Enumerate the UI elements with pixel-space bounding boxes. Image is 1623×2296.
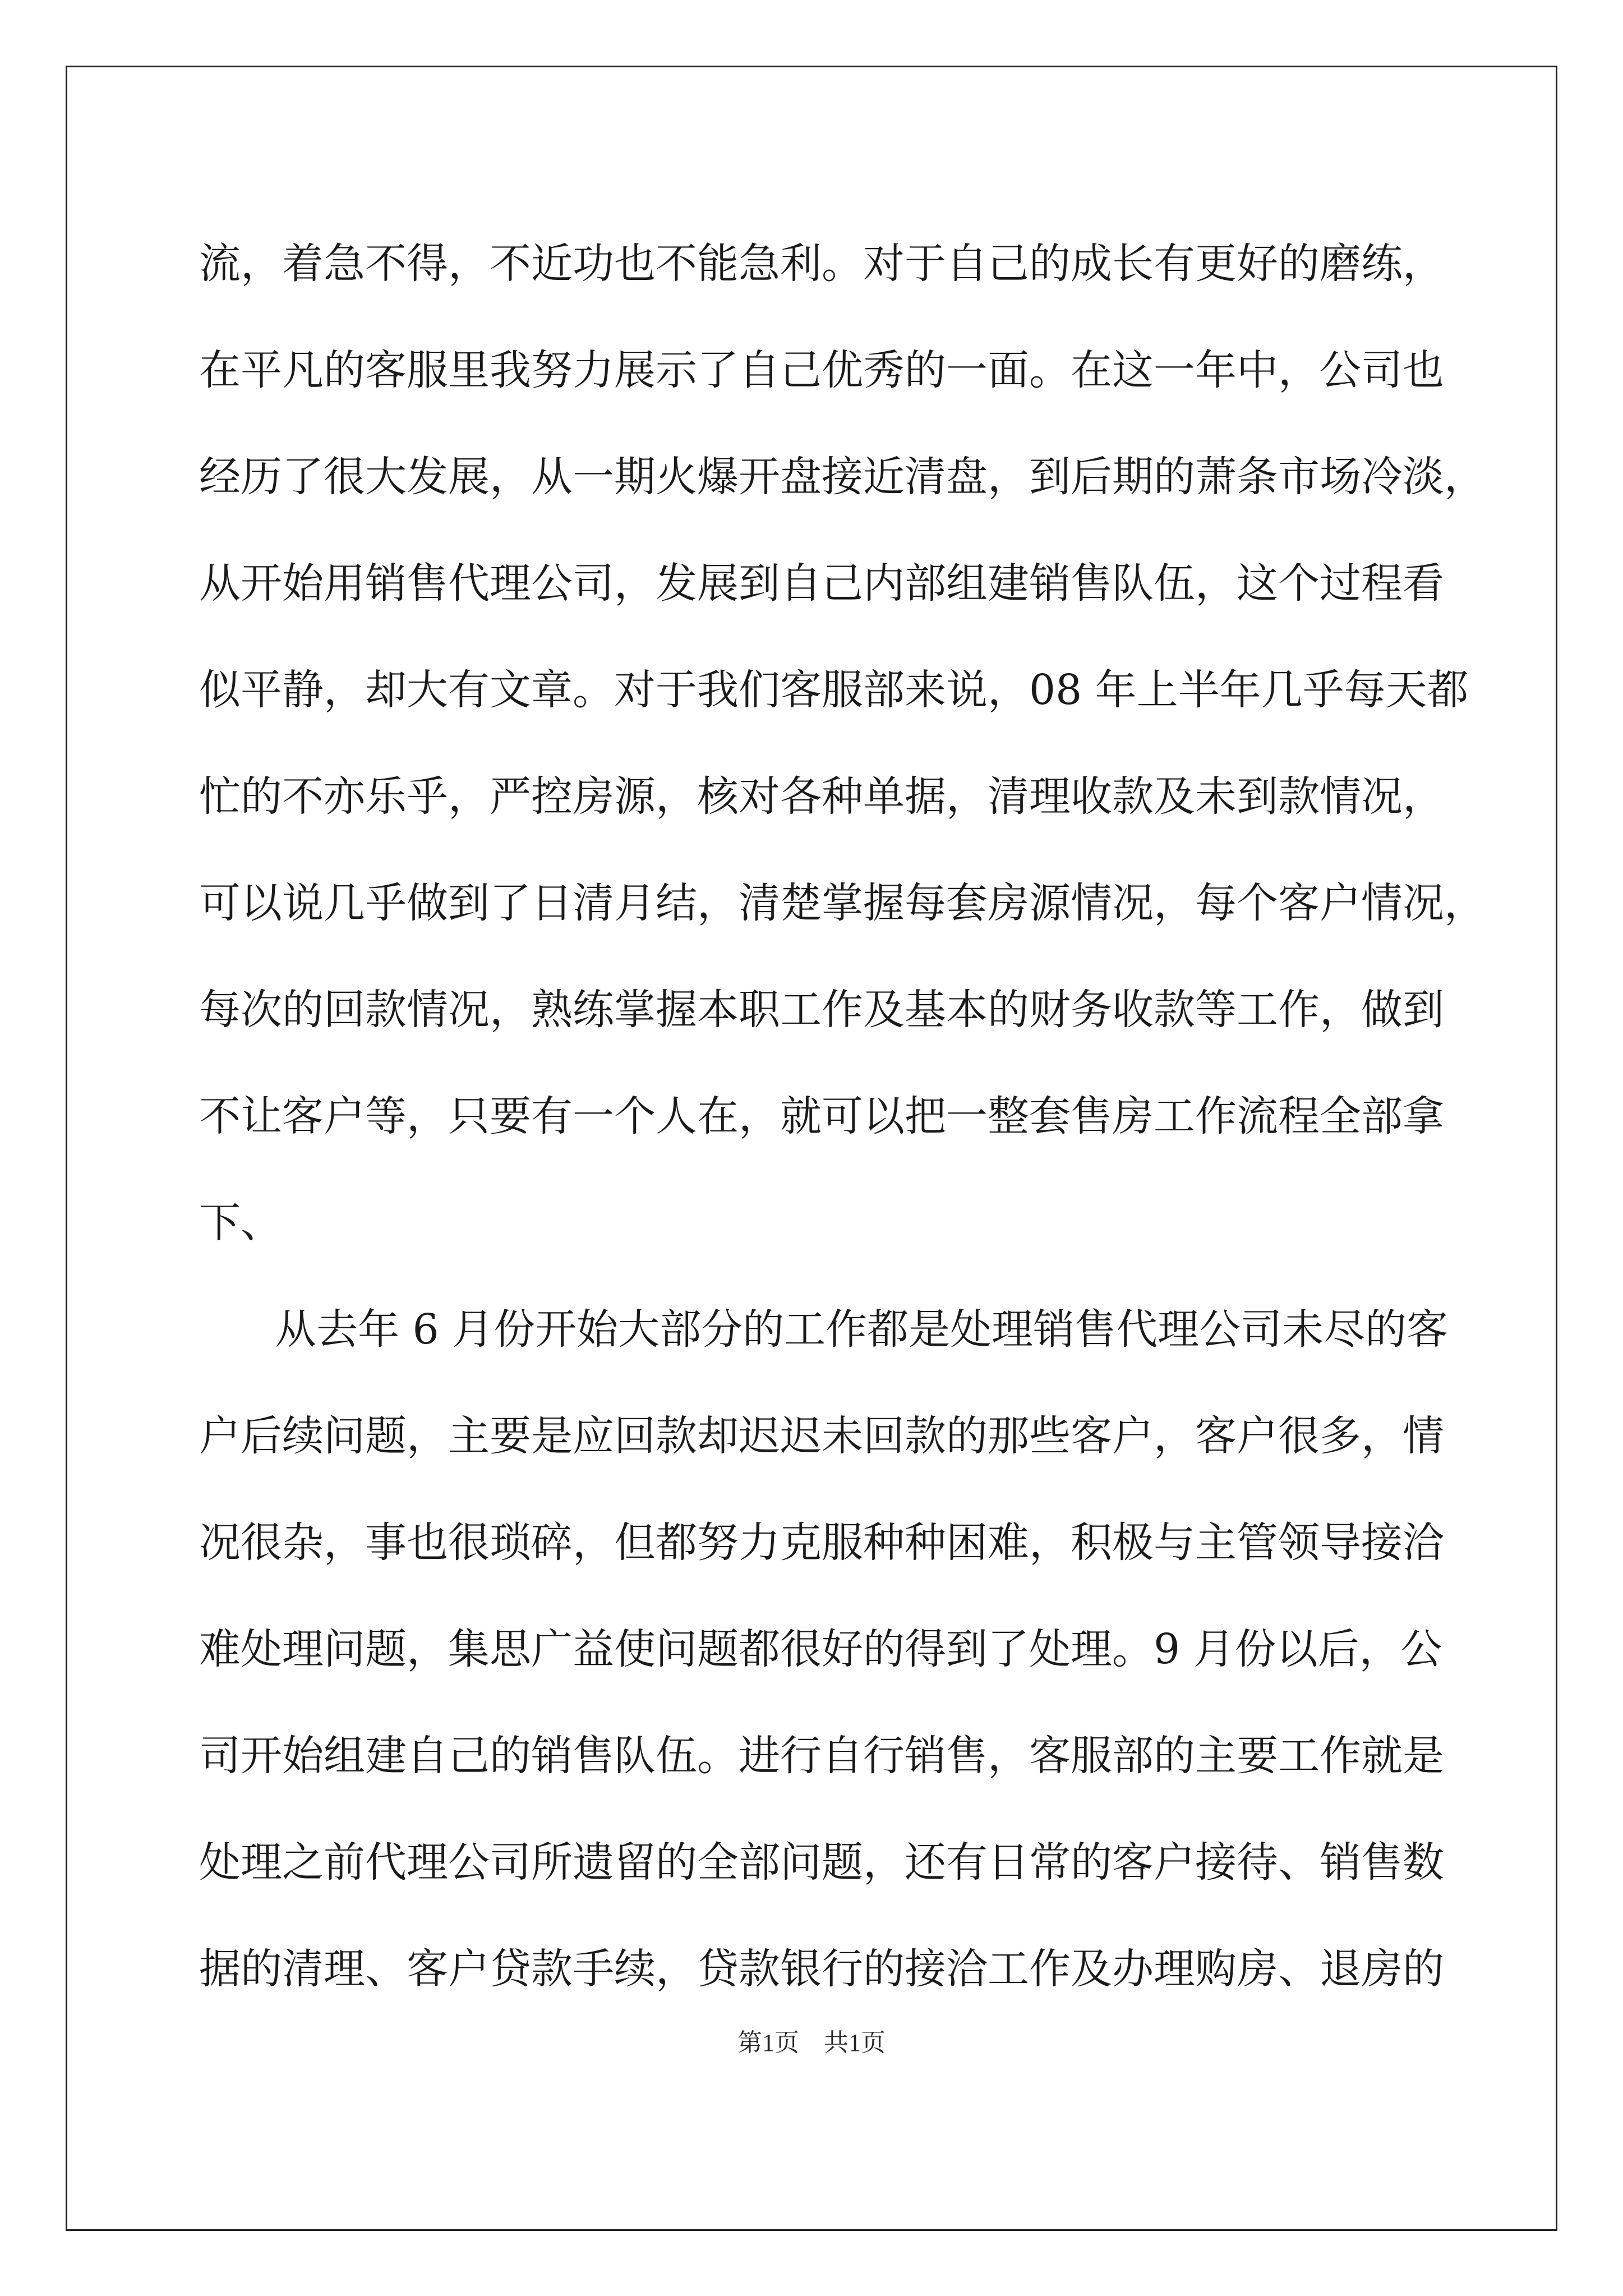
page-number-footer: 第1页 共1页	[737, 2029, 886, 2056]
paragraph-first-line: 从去年 6 月份开始大部分的工作都是处理销售代理公司未尽的客	[275, 1305, 1449, 1354]
text-line: 司开始组建自己的销售队伍。进行自行销售，客服部的主要工作就是	[199, 1732, 1444, 1780]
text-line: 不让客户等，只要有一个人在，就可以把一整套售房工作流程全部拿	[199, 1092, 1444, 1140]
text-line: 下、	[199, 1199, 282, 1247]
text-line: 难处理问题，集思广益使问题都很好的得到了处理。9 月份以后，公	[199, 1625, 1442, 1673]
text-line: 流，着急不得，不近功也不能急利。对于自己的成长有更好的磨练，	[199, 240, 1444, 288]
text-line: 据的清理、客户贷款手续，贷款银行的接洽工作及办理购房、退房的	[199, 1945, 1444, 1993]
text-line: 在平凡的客服里我努力展示了自己优秀的一面。在这一年中，公司也	[199, 346, 1444, 394]
text-line: 可以说几乎做到了日清月结，清楚掌握每套房源情况，每个客户情况，	[199, 879, 1486, 927]
text-line: 户后续问题，主要是应回款却迟迟未回款的那些客户，客户很多，情	[199, 1412, 1444, 1460]
document-body	[199, 210, 1486, 2022]
text-line: 似平静，却大有文章。对于我们客服部来说，08 年上半年几乎每天都	[199, 666, 1469, 714]
text-line: 从开始用销售代理公司，发展到自己内部组建销售队伍，这个过程看	[199, 559, 1444, 608]
text-line: 况很杂，事也很琐碎，但都努力克服种种困难，积极与主管领导接洽	[199, 1519, 1444, 1567]
text-line: 忙的不亦乐乎，严控房源，核对各种单据，清理收款及未到款情况，	[199, 772, 1444, 821]
text-line: 每次的回款情况，熟练掌握本职工作及基本的财务收款等工作，做到	[199, 986, 1444, 1034]
text-line: 经历了很大发展，从一期火爆开盘接近清盘，到后期的萧条市场冷淡，	[199, 453, 1486, 501]
text-line: 处理之前代理公司所遗留的全部问题，还有日常的客户接待、销售数	[199, 1838, 1444, 1887]
